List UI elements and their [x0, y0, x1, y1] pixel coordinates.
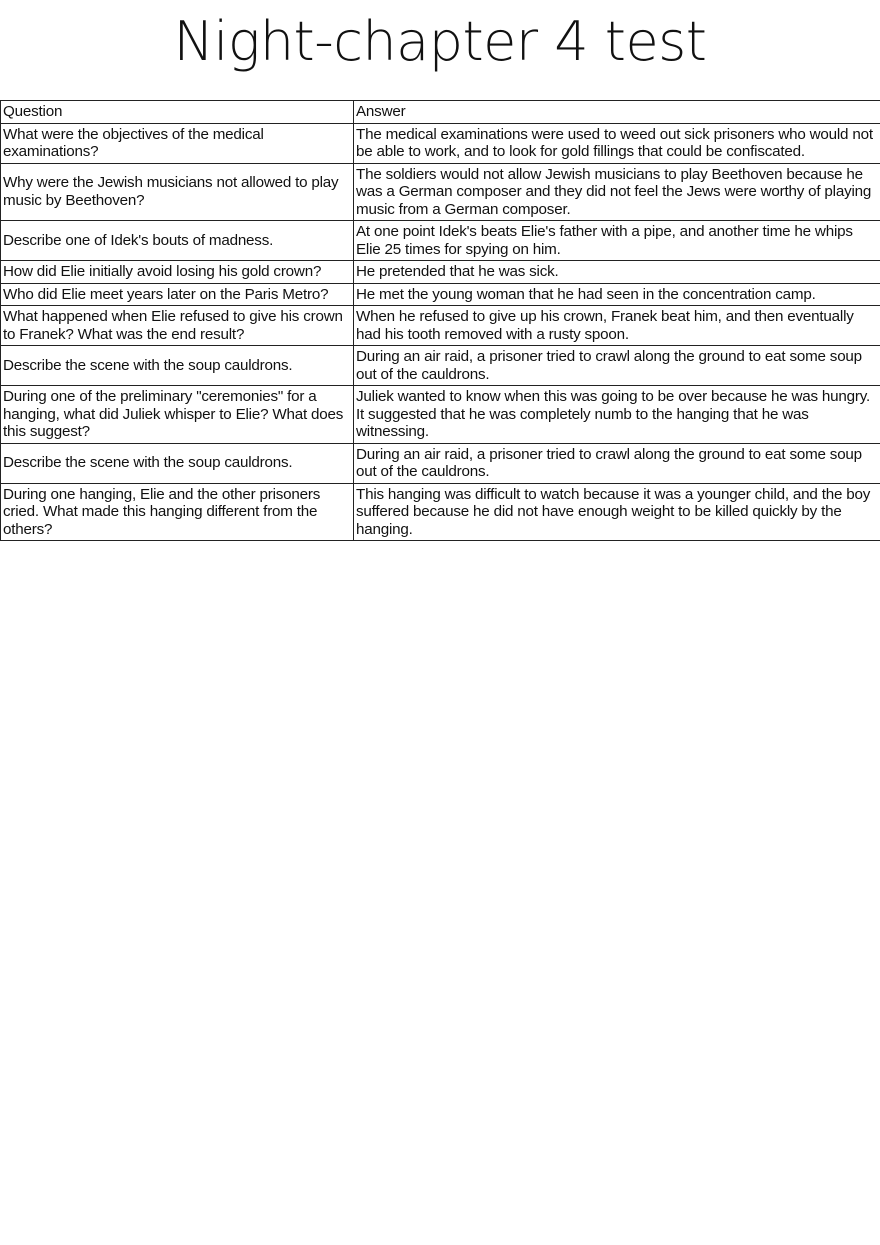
- question-cell: Describe one of Idek's bouts of madness.: [1, 221, 354, 261]
- answer-cell: He pretended that he was sick.: [354, 261, 880, 284]
- question-cell: Describe the scene with the soup cauldrons.: [1, 346, 354, 386]
- table-row: [1, 386, 880, 444]
- table-row: [1, 346, 880, 386]
- answer-cell: The soldiers would not allow Jewish musicians to play Beethoven because he was a German composer and they did not feel the Jews were worthy of playing music from a German composer.: [354, 163, 880, 221]
- answer-cell: At one point Idek's beats Elie's father with a pipe, and another time he whips Elie 25 times for spying on him.: [354, 221, 880, 261]
- table-row: [1, 261, 880, 284]
- table-row: [1, 483, 880, 541]
- header-answer: Answer: [354, 101, 880, 124]
- answer-cell: This hanging was difficult to watch because it was a younger child, and the boy suffered because he did not have enough weight to be killed quickly by the hanging.: [354, 483, 880, 541]
- question-cell: Why were the Jewish musicians not allowed to play music by Beethoven?: [1, 163, 354, 221]
- question-cell: What happened when Elie refused to give his crown to Franek? What was the end result?: [1, 306, 354, 346]
- answer-cell: Juliek wanted to know when this was going to be over because he was hungry. It suggested that he was completely numb to the hanging that he was witnessing.: [354, 386, 880, 444]
- question-cell: How did Elie initially avoid losing his gold crown?: [1, 261, 354, 284]
- qa-table: [0, 100, 880, 541]
- table-row: [1, 283, 880, 306]
- question-cell: During one of the preliminary "ceremonies" for a hanging, what did Juliek whisper to Elie? What does this suggest?: [1, 386, 354, 444]
- table-row: [1, 306, 880, 346]
- answer-cell: The medical examinations were used to weed out sick prisoners who would not be able to work, and to look for gold fillings that could be confiscated.: [354, 123, 880, 163]
- question-cell: What were the objectives of the medical examinations?: [1, 123, 354, 163]
- question-cell: During one hanging, Elie and the other prisoners cried. What made this hanging different from the others?: [1, 483, 354, 541]
- question-cell: Describe the scene with the soup cauldrons.: [1, 443, 354, 483]
- table-row: [1, 443, 880, 483]
- header-question: Question: [1, 101, 354, 124]
- answer-cell: During an air raid, a prisoner tried to crawl along the ground to eat some soup out of the cauldrons.: [354, 346, 880, 386]
- answer-cell: During an air raid, a prisoner tried to crawl along the ground to eat some soup out of the cauldrons.: [354, 443, 880, 483]
- table-row: [1, 221, 880, 261]
- table-header-row: [1, 101, 880, 124]
- answer-cell: When he refused to give up his crown, Franek beat him, and then eventually had his tooth removed with a rusty spoon.: [354, 306, 880, 346]
- answer-cell: He met the young woman that he had seen in the concentration camp.: [354, 283, 880, 306]
- table-row: [1, 123, 880, 163]
- page-title: Night-chapter 4 test: [173, 10, 707, 73]
- table-row: [1, 163, 880, 221]
- question-cell: Who did Elie meet years later on the Paris Metro?: [1, 283, 354, 306]
